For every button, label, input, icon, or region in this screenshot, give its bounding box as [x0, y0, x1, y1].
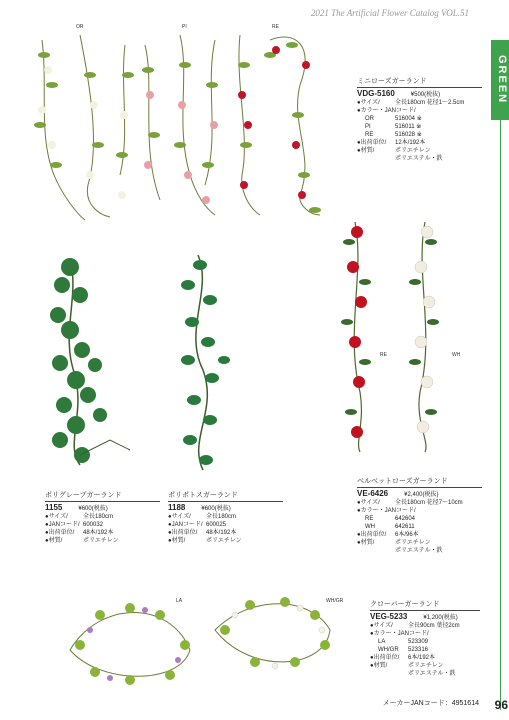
- spec-key: ●サイズ/: [357, 500, 380, 506]
- product-mini-rose: [357, 78, 482, 163]
- product-clover: [370, 601, 480, 678]
- spec-value: 全長180cm 花径1〜2.5cm: [395, 100, 465, 106]
- product-price: ¥600(税抜): [201, 506, 231, 512]
- spec-key: ●出荷単位/: [168, 530, 198, 536]
- product-price: ¥2,400(税抜): [404, 492, 439, 498]
- product-code: VDG-5160: [357, 89, 395, 98]
- product-price: ¥1,200(税抜): [423, 615, 458, 621]
- spec-value: ポリエチレン: [395, 540, 431, 546]
- product-grape: [45, 492, 160, 545]
- category-label: GREEN: [496, 55, 508, 105]
- spec-value: ポリエステル・鉄: [408, 671, 456, 677]
- spec-key: ●材質/: [45, 538, 63, 544]
- product-name: クローバーガーランド: [370, 601, 480, 611]
- side-divider: [500, 120, 501, 710]
- pothos-garland-photo: [168, 250, 248, 475]
- photo-label-re: RE: [380, 352, 387, 358]
- spec-key: ●材質/: [168, 538, 186, 544]
- spec-value: 全長180cm 花径7〜10cm: [395, 500, 463, 506]
- spec-key: ●出荷単位/: [357, 140, 387, 146]
- page-number: 96: [494, 698, 508, 712]
- color-code: RE: [365, 132, 374, 138]
- jan-code: 516011 ※: [395, 124, 422, 130]
- product-price: ¥600(税抜): [78, 506, 108, 512]
- spec-key: ●材質/: [357, 148, 375, 154]
- spec-value: ポリエチレン: [395, 148, 431, 154]
- spec-value: 全長180cm: [206, 514, 237, 520]
- photo-label-pi: PI: [182, 24, 187, 30]
- color-code: RE: [365, 516, 374, 522]
- spec-key: ●サイズ/: [168, 514, 191, 520]
- product-price: ¥500(税抜): [410, 92, 441, 98]
- catalog-title: 2021 The Artificial Flower Catalog VOL.51: [310, 8, 469, 18]
- product-code: 1155: [45, 503, 63, 512]
- color-code: WH/GR: [378, 647, 399, 653]
- photo-label-wh: WH: [452, 352, 461, 358]
- jan-code: 523316: [408, 647, 429, 653]
- spec-value: 全長180cm: [83, 514, 114, 520]
- spec-key: ●出荷単位/: [370, 655, 400, 661]
- spec-key: [357, 547, 395, 555]
- mini-rose-garland-photo: [30, 25, 340, 225]
- product-code: VEG-5233: [370, 612, 408, 621]
- spec-key: ●カラー・JANコード/: [357, 508, 416, 514]
- spec-key: ●JANコード/: [168, 522, 203, 528]
- spec-key: ●カラー・JANコード/: [370, 631, 429, 637]
- grape-garland-photo: [40, 255, 140, 470]
- spec-key: [370, 670, 408, 678]
- spec-key: ●JANコード/: [45, 522, 80, 528]
- spec-value: ポリエチレン: [206, 538, 242, 544]
- spec-value: 48本/192本: [83, 530, 114, 536]
- spec-value: ポリエステル・鉄: [395, 548, 443, 554]
- spec-value: ポリエチレン: [408, 663, 444, 669]
- spec-value: 12本/192本: [395, 140, 426, 146]
- spec-value: 全長90cm 葉径2cm: [408, 623, 460, 629]
- color-code: OR: [365, 116, 374, 122]
- product-name: ミニローズガーランド: [357, 78, 482, 88]
- jan-code: 516004 ※: [395, 116, 422, 122]
- spec-value: 600025: [206, 522, 227, 528]
- spec-value: 6本/96本: [395, 532, 419, 538]
- spec-key: ●材質/: [357, 540, 375, 546]
- spec-key: ●カラー・JANコード/: [357, 108, 416, 114]
- spec-key: ●サイズ/: [357, 100, 380, 106]
- photo-label-or: OR: [76, 24, 84, 30]
- spec-value: 600032: [83, 522, 104, 528]
- spec-value: 6本/192本: [408, 655, 436, 661]
- spec-key: ●サイズ/: [45, 514, 68, 520]
- maker-jan-code: メーカーJANコード：4951614: [382, 700, 479, 707]
- spec-key: ●出荷単位/: [45, 530, 75, 536]
- velvet-rose-garland-photo: [335, 212, 455, 457]
- clover-garland-photo: [60, 590, 350, 690]
- product-name: ポリグレープガーランド: [45, 492, 160, 502]
- product-code: 1188: [168, 503, 186, 512]
- product-name: ポリポトスガーランド: [168, 492, 283, 502]
- product-velvet-rose: [357, 478, 482, 555]
- photo-label-whgr: WH/GR: [326, 598, 344, 604]
- spec-key: [357, 155, 395, 163]
- photo-label-re: RE: [272, 24, 279, 30]
- spec-key: ●材質/: [370, 663, 388, 669]
- color-code: PI: [365, 124, 371, 130]
- jan-code: 642604: [395, 516, 416, 522]
- photo-label-la: LA: [176, 598, 183, 604]
- product-name: ベルベットローズガーランド: [357, 478, 482, 488]
- jan-code: 516028 ※: [395, 132, 422, 138]
- product-pothos: [168, 492, 283, 545]
- spec-value: ポリエチレン: [83, 538, 119, 544]
- product-code: VE-6426: [357, 489, 389, 498]
- jan-code: 642611: [395, 524, 415, 530]
- spec-value: 48本/192本: [206, 530, 237, 536]
- spec-key: ●サイズ/: [370, 623, 393, 629]
- color-code: WH: [365, 524, 375, 530]
- spec-value: ポリエステル・鉄: [395, 156, 443, 162]
- color-code: LA: [378, 639, 386, 645]
- jan-code: 523309: [408, 639, 429, 645]
- spec-key: ●出荷単位/: [357, 532, 387, 538]
